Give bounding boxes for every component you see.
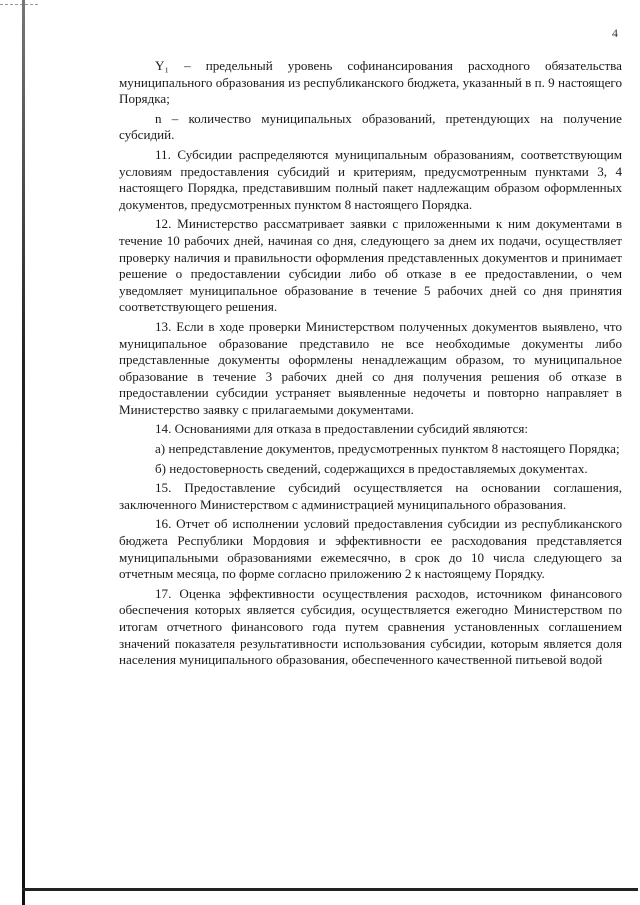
paragraph-15: 15. Предоставление субсидий осуществляется на основании соглашения, заключенного Министерством с администрацией муниципального образования. [119,480,622,512]
paragraph-17: 17. Оценка эффективности осуществления расходов, источником финансового обеспечения которых является субсидия, осуществляется ежегодно Министерством по итогам отчетного финансового года путем сравнения установленных соглашением значений показателя результативности использования субсидии, которым является доля населения муниципального образования, обеспеченного качественной питьевой водой [119,585,622,668]
paragraph-13: 13. Если в ходе проверки Министерством полученных документов выявлено, что муниципальное образование представило не все необходимые документы либо представленные документы оформлены ненадлежащим образом, то муниципальное образование в течение 3 рабочих дней со дня получения решения об отказе в предоставлении субсидии устраняет выявленные недочеты и повторно направляет в Министерство заявку с прилагаемыми документами. [119,318,622,417]
paragraph-14: 14. Основаниями для отказа в предоставлении субсидий являются: [155,421,529,437]
document-body [119,58,622,672]
scan-edge-mark [0,4,38,7]
paragraph-14a: а) непредставление документов, предусмотренных пунктом 8 настоящего Порядка; [155,441,620,457]
scan-bottom-border [22,888,638,891]
paragraph-11: 11. Субсидии распределяются муниципальным образованиям, соответствующим условиям предоставления субсидий и критериям, предусмотренным пунктами 3, 4 настоящего Порядка, представившим полный пакет надлежащим образом оформленных документов, предусмотренных пунктом 8 настоящего Порядка. [119,146,622,212]
page-number: 4 [612,26,618,40]
paragraph-n-definition: n – количество муниципальных образований, претендующих на получение субсидий. [119,110,622,143]
paragraph-12: 12. Министерство рассматривает заявки с приложенными к ним документами в течение 10 рабочих дней, начиная со дня, следующего за днем их подачи, осуществляет проверку наличия и правильности оформления представленных документов и принимает решение о предоставлении субсидии либо об отказе в ее предоставлении, о чем уведомляет муниципальное образование в течение 5 рабочих дней со дня принятия соответствующего решения. [119,216,622,315]
paragraph-y1-definition: Y₁ – предельный уровень софинансирования расходного обязательства муниципального образования из республиканского бюджета, указанный в п. 9 настоящего Порядка; [119,58,622,107]
paragraph-14b: б) недостоверность сведений, содержащихся в предоставляемых документах. [155,460,588,476]
paragraph-16: 16. Отчет об исполнении условий предоставления субсидии из республиканского бюджета Республики Мордовия и эффективности ее расходования представляется муниципальными образованиями ежемесячно, в срок до 10 числа следующего за отчетным месяца, по форме согласно приложению 2 к настоящему Порядку. [119,516,622,582]
scan-left-border [22,0,25,905]
